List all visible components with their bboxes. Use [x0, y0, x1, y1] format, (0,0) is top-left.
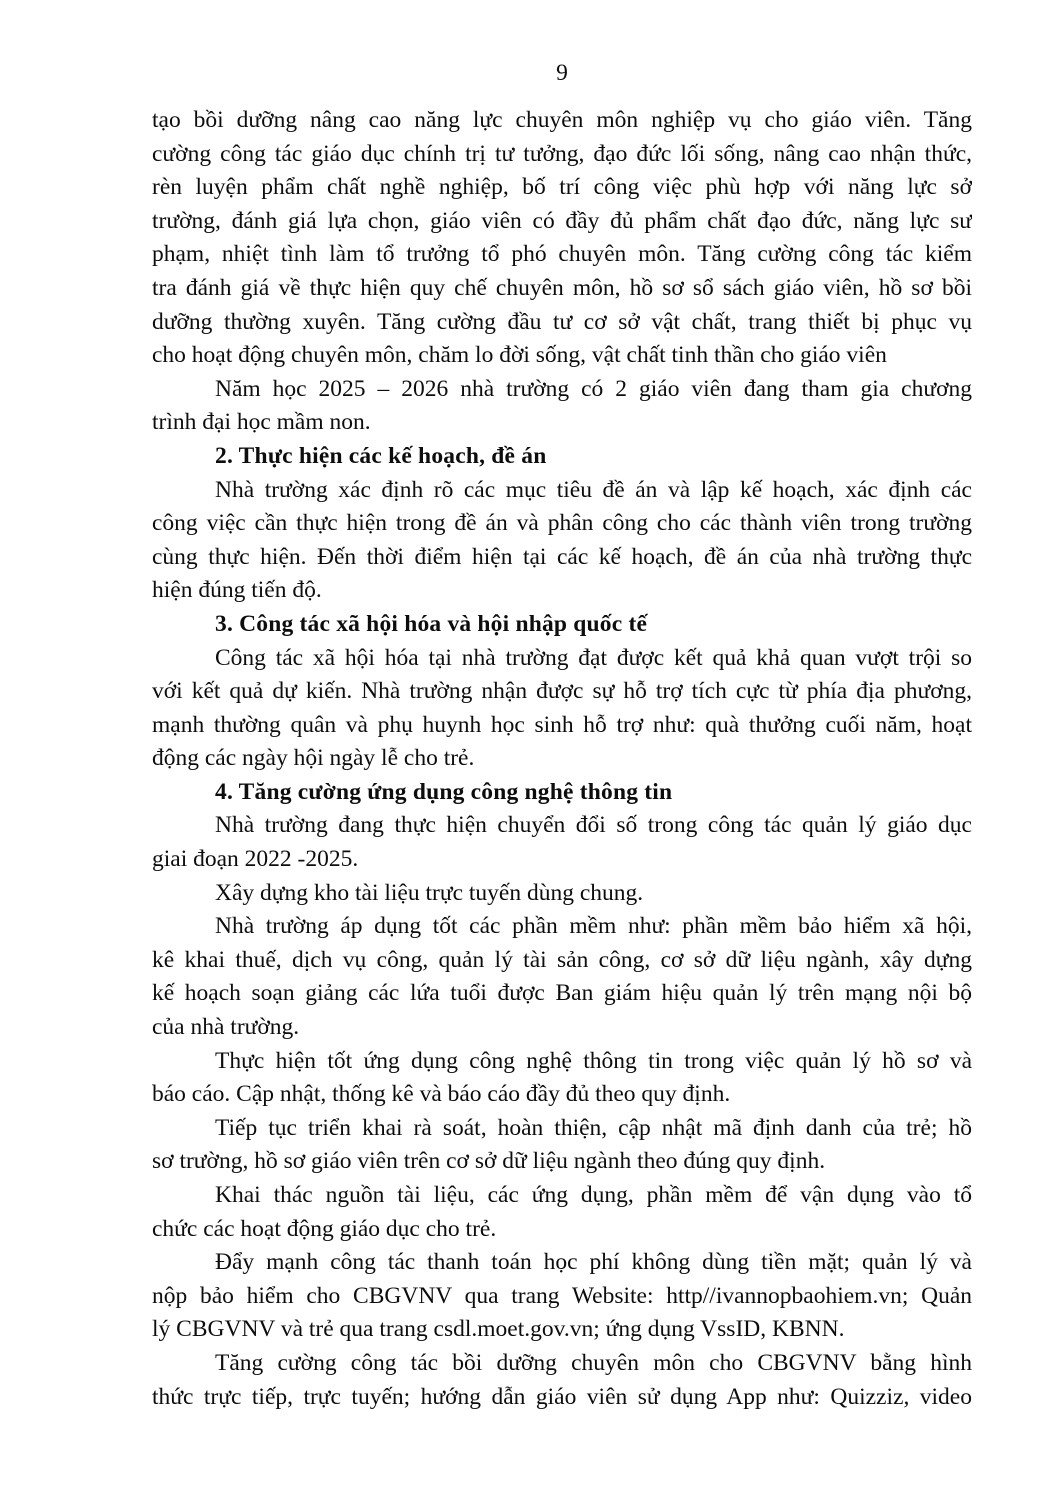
section-heading	[152, 608, 972, 642]
page-number: 9	[556, 60, 568, 86]
document-body	[152, 104, 972, 1414]
text-line: 2. Thực hiện các kế hoạch, đề án	[215, 442, 547, 469]
text-line: trình đại học mầm non.	[152, 409, 371, 436]
text-line: Đẩy mạnh công tác thanh toán học phí không dùng tiền mặt; quản lý và	[215, 1249, 972, 1276]
text-line: cường công tác giáo dục chính trị tư tưởng, đạo đức lối sống, nâng cao nhận thức,	[152, 140, 972, 167]
text-line: Nhà trường xác định rõ các mục tiêu đề án và lập kế hoạch, xác định các	[215, 476, 972, 503]
paragraph	[152, 1347, 972, 1414]
paragraph	[152, 104, 972, 373]
text-line: giai đoạn 2022 -2025.	[152, 846, 359, 873]
section-heading	[152, 440, 972, 474]
text-line: dưỡng thường xuyên. Tăng cường đầu tư cơ sở vật chất, trang thiết bị phục vụ	[152, 308, 972, 335]
text-line: cho hoạt động chuyên môn, chăm lo đời sống, vật chất tinh thần cho giáo viên	[152, 342, 887, 369]
text-line: 3. Công tác xã hội hóa và hội nhập quốc tế	[215, 610, 648, 637]
paragraph	[152, 910, 972, 1044]
text-line: chức các hoạt động giáo dục cho trẻ.	[152, 1215, 497, 1242]
text-line: công việc cần thực hiện trong đề án và phân công cho các thành viên trong trường	[152, 510, 972, 537]
text-line: Công tác xã hội hóa tại nhà trường đạt được kết quả khả quan vượt trội so	[215, 644, 972, 671]
text-line: lý CBGVNV và trẻ qua trang csdl.moet.gov.vn; ứng dụng VssID, KBNN.	[152, 1316, 845, 1343]
text-line: phạm, nhiệt tình làm tổ trưởng tổ phó chuyên môn. Tăng cường công tác kiểm	[152, 241, 972, 268]
text-line: Khai thác nguồn tài liệu, các ứng dụng, phần mềm để vận dụng vào tổ	[215, 1182, 972, 1208]
text-line: trường, đánh giá lựa chọn, giáo viên có đầy đủ phẩm chất đạo đức, năng lực sư	[152, 207, 972, 234]
text-line: thức trực tiếp, trực tuyến; hướng dẫn giáo viên sử dụng App như: Quizziz, video	[152, 1383, 972, 1410]
text-line: Xây dựng kho tài liệu trực tuyến dùng chung.	[215, 879, 644, 906]
text-line: 4. Tăng cường ứng dụng công nghệ thông tin	[215, 778, 673, 805]
text-line: kế hoạch soạn giảng các lứa tuổi được Ban giám hiệu quản lý trên mạng nội bộ	[152, 980, 972, 1007]
text-line: Thực hiện tốt ứng dụng công nghệ thông tin trong việc quản lý hồ sơ và	[215, 1047, 972, 1074]
paragraph	[152, 474, 972, 608]
paragraph	[152, 642, 972, 776]
text-line: Năm học 2025 – 2026 nhà trường có 2 giáo viên đang tham gia chương	[215, 375, 972, 402]
text-line: của nhà trường.	[152, 1014, 300, 1041]
text-line: động các ngày hội ngày lễ cho trẻ.	[152, 745, 475, 772]
text-line: cùng thực hiện. Đến thời điểm hiện tại các kế hoạch, đề án của nhà trường thực	[152, 543, 972, 570]
text-line: tạo bồi dưỡng nâng cao năng lực chuyên môn nghiệp vụ cho giáo viên. Tăng	[152, 107, 972, 133]
paragraph	[152, 809, 972, 876]
paragraph	[152, 1246, 972, 1347]
paragraph	[152, 373, 972, 440]
text-line: với kết quả dự kiến. Nhà trường nhận được sự hỗ trợ tích cực từ phía địa phương,	[152, 678, 972, 705]
paragraph	[152, 1179, 972, 1246]
text-line: nộp bảo hiểm cho CBGVNV qua trang Website: http//ivannopbaohiem.vn; Quản	[152, 1282, 972, 1309]
text-line: Tăng cường công tác bồi dưỡng chuyên môn cho CBGVNV bằng hình	[215, 1349, 972, 1376]
paragraph	[152, 1045, 972, 1112]
paragraph	[152, 1112, 972, 1179]
text-line: kê khai thuế, dịch vụ công, quản lý tài sản công, cơ sở dữ liệu ngành, xây dựng	[152, 946, 972, 973]
text-line: rèn luyện phẩm chất nghề nghiệp, bố trí công việc phù hợp với năng lực sở	[152, 174, 972, 201]
text-line: Tiếp tục triển khai rà soát, hoàn thiện, cập nhật mã định danh của trẻ; hồ	[215, 1114, 972, 1141]
text-line: Nhà trường đang thực hiện chuyển đổi số trong công tác quản lý giáo dục	[215, 812, 972, 839]
text-line: sơ trường, hồ sơ giáo viên trên cơ sở dữ liệu ngành theo đúng quy định.	[152, 1148, 826, 1175]
text-line: báo cáo. Cập nhật, thống kê và báo cáo đầy đủ theo quy định.	[152, 1081, 731, 1108]
section-heading	[152, 776, 972, 810]
text-line: Nhà trường áp dụng tốt các phần mềm như: phần mềm bảo hiểm xã hội,	[215, 913, 972, 940]
text-line: mạnh thường quân và phụ huynh học sinh hỗ trợ như: quà thưởng cuối năm, hoạt	[152, 711, 972, 738]
paragraph	[152, 877, 972, 911]
text-line: tra đánh giá về thực hiện quy chế chuyên môn, hồ sơ sổ sách giáo viên, hồ sơ bồi	[152, 274, 972, 301]
text-line: hiện đúng tiến độ.	[152, 577, 322, 604]
